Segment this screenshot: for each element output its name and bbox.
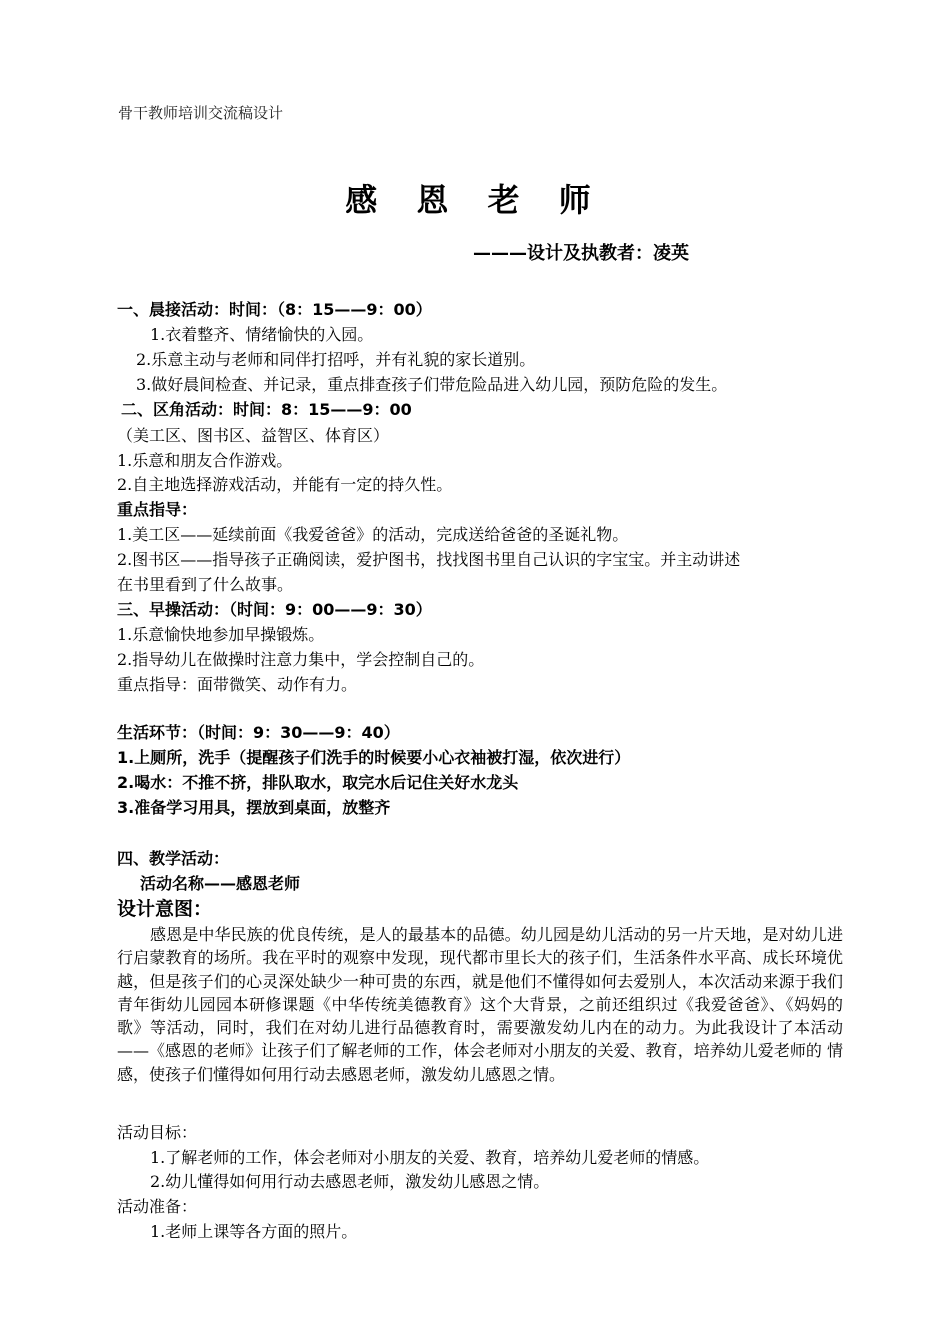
prep-heading: 活动准备： [117,1197,198,1216]
section2-focus-heading: 重点指导： [117,500,198,519]
intent-heading: 设计意图： [117,898,213,920]
life-item: 2.喝水：不推不挤，排队取水，取完水后记住关好水龙头 [117,773,519,792]
goal-item: 1.了解老师的工作，体会老师对小朋友的关爱、教育，培养幼儿爱老师的情感。 [150,1148,710,1167]
section2-item: 2.自主地选择游戏活动，并能有一定的持久性。 [117,475,453,494]
prep-item: 1.老师上课等各方面的照片。 [150,1222,358,1241]
author-byline: ———设计及执教者：凌英 [473,243,689,264]
section2-heading: 二、区角活动：时间：8：15——9：00 [121,400,412,419]
section2-item: 1.乐意和朋友合作游戏。 [117,451,293,470]
document-title: 感 恩 老 师 [345,181,605,219]
section3-heading: 三、早操活动：（时间：9：00——9：30） [117,600,432,619]
section2-focus-item: 2.图书区——指导孩子正确阅读，爱护图书，找找图书里自己认识的字宝宝。并主动讲述 [117,550,741,569]
goal-item: 2.幼儿懂得如何用行动去感恩老师，激发幼儿感恩之情。 [150,1172,550,1191]
section1-heading: 一、晨接活动：时间：（8：15——9：00） [117,300,432,319]
section4-heading: 四、教学活动： [117,849,230,868]
section2-focus-item: 1.美工区——延续前面《我爱爸爸》的活动，完成送给爸爸的圣诞礼物。 [117,525,629,544]
intent-paragraph: 感恩是中华民族的优良传统，是人的最基本的品德。幼儿园是幼儿活动的另一片天地，是对幼儿进行启蒙教育的场所。我在平时的观察中发现，现代都市里长大的孩子们，生活条件水平高、成长环境优越，但是孩子们的心灵深处缺少一种可贵的东西，就是他们不懂得如何去爱别人，本次活动来源于我们青年街幼儿园园本研修课题《中华传统美德教育》这个大背景，之前还组织过《我爱爸爸》、《妈妈的歌》等活动，同时，我们在对幼儿进行品德教育时，需要激发幼儿内在的动力。为此我设计了本活动——《感恩的老师》让孩子们了解老师的工作，体会老师对小朋友的关爱、教育，培养幼儿爱老师的 情感，使孩子们懂得如何用行动去感恩老师，激发幼儿感恩之情。 [117,925,843,1084]
goals-heading: 活动目标： [117,1123,198,1142]
life-item: 1.上厕所，洗手（提醒孩子们洗手的时候要小心衣袖被打湿，依次进行） [117,748,631,767]
life-heading: 生活环节：（时间：9：30——9：40） [117,723,400,742]
section2-focus-item: 在书里看到了什么故事。 [117,575,294,594]
section3-item: 1.乐意愉快地参加早操锻炼。 [117,625,325,644]
section3-focus: 重点指导：面带微笑、动作有力。 [117,675,358,694]
section1-item: 3.做好晨间检查、并记录，重点排查孩子们带危险品进入幼儿园，预防危险的发生。 [136,375,728,394]
section1-item: 1.衣着整齐、情绪愉快的入园。 [150,325,374,344]
section1-item: 2.乐意主动与老师和同伴打招呼，并有礼貌的家长道别。 [136,350,536,369]
activity-name: 活动名称——感恩老师 [140,874,301,893]
life-item: 3.准备学习用具，摆放到桌面，放整齐 [117,798,391,817]
page-header: 骨干教师培训交流稿设计 [118,104,284,122]
section3-item: 2.指导幼儿在做操时注意力集中，学会控制自己的。 [117,650,485,669]
section2-areas: （美工区、图书区、益智区、体育区） [117,426,390,445]
